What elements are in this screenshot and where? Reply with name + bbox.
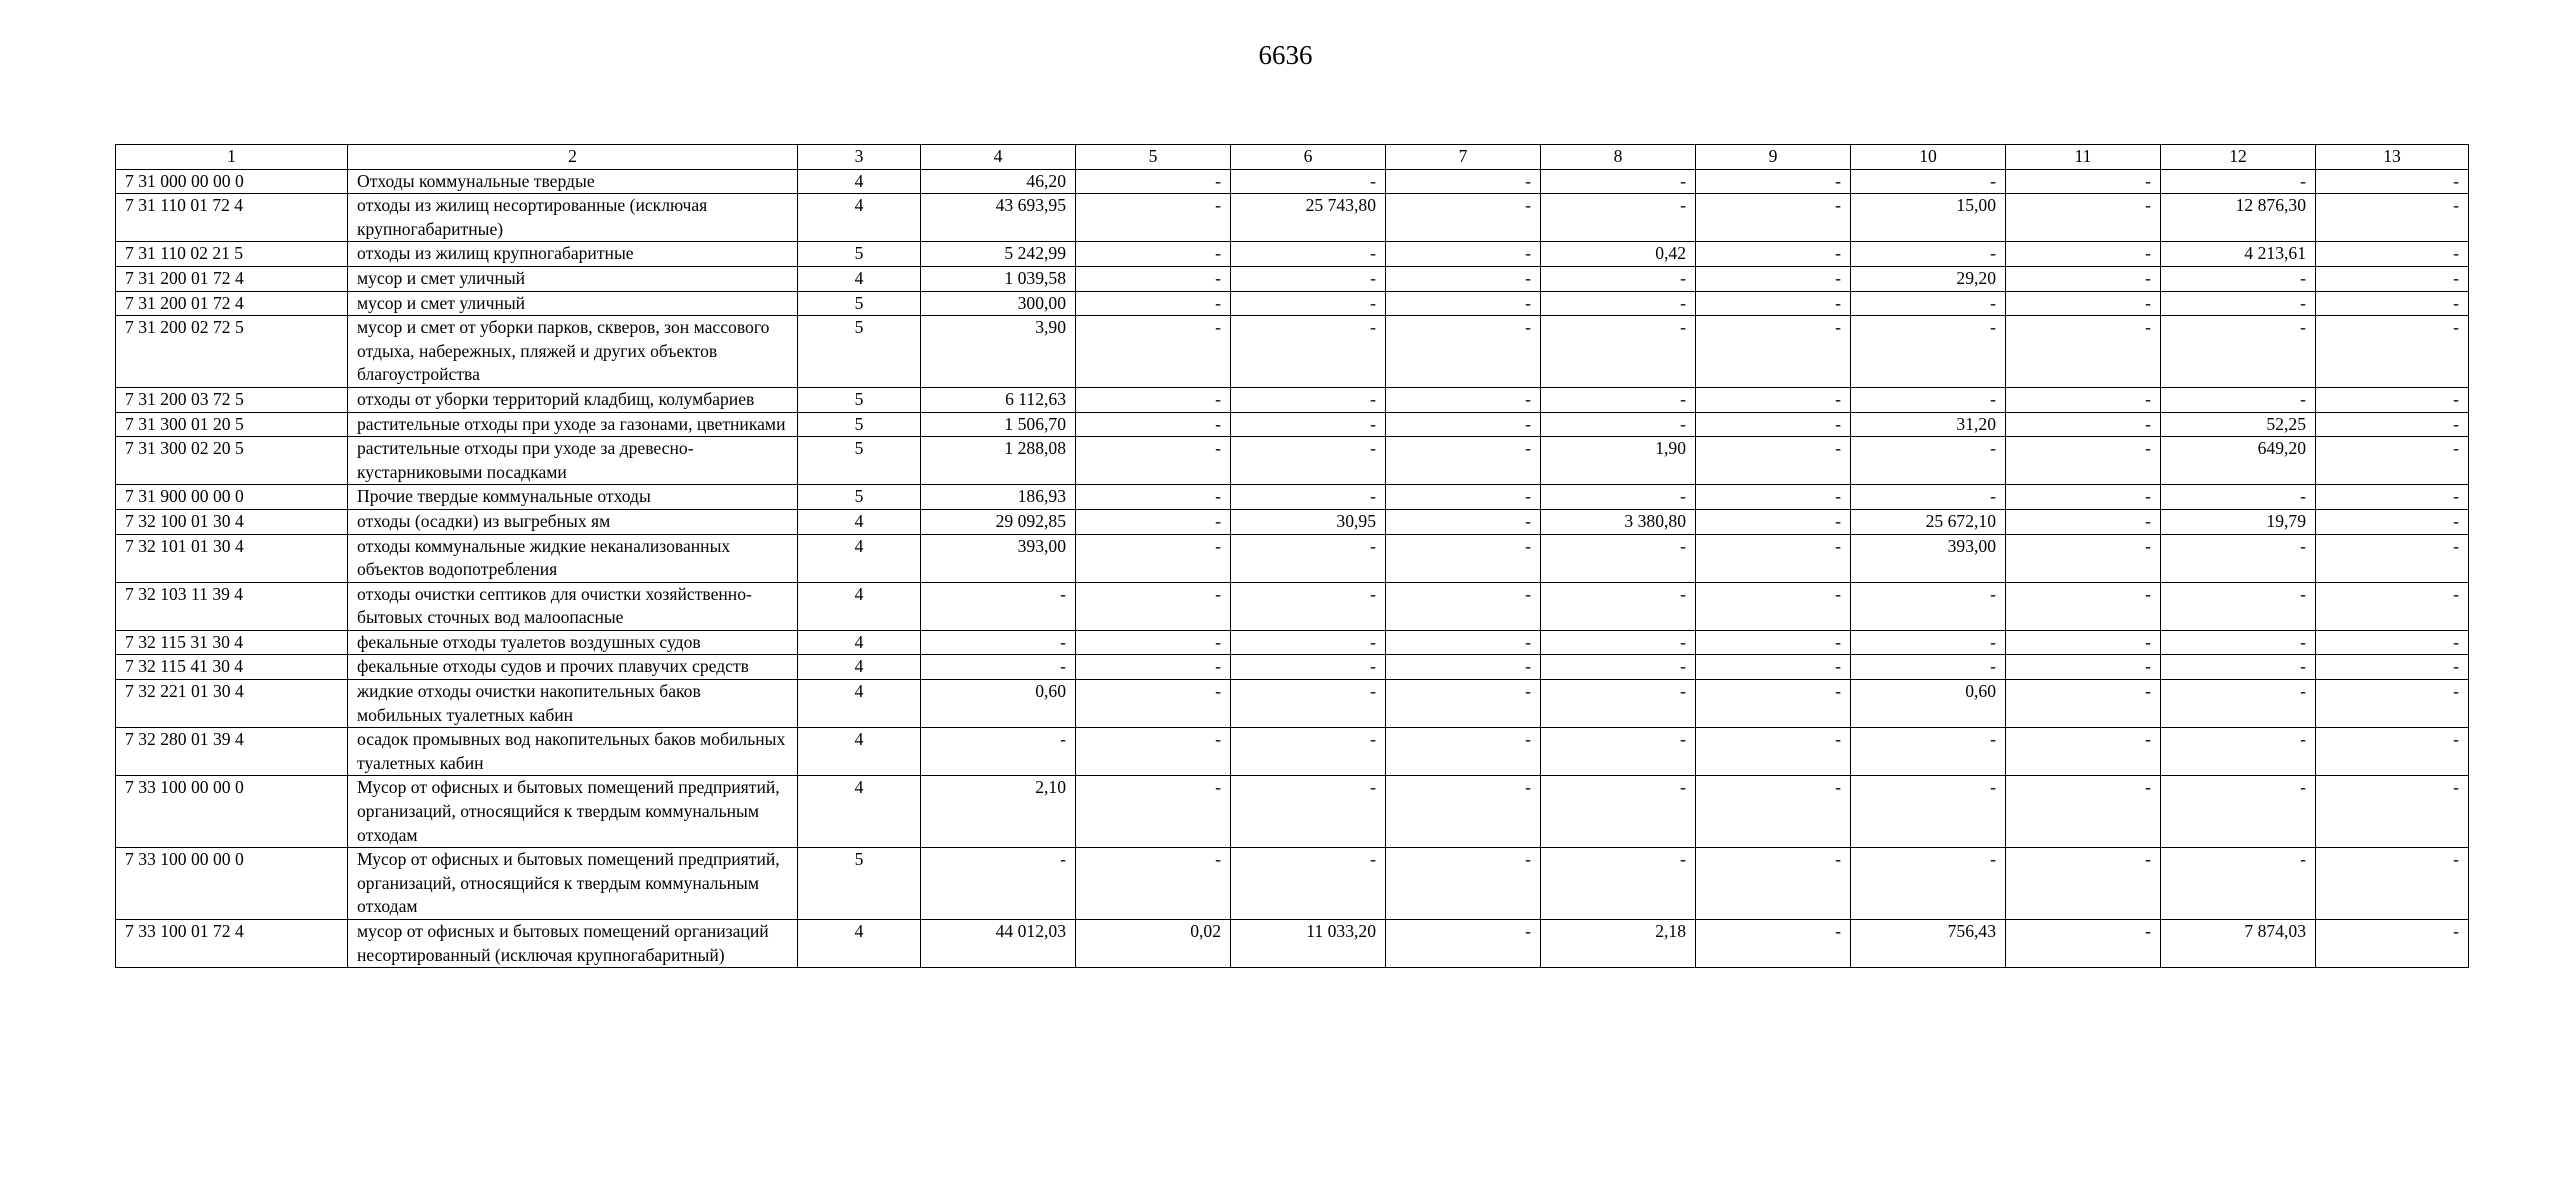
value-cell: - — [1386, 169, 1541, 194]
value-cell: - — [1386, 848, 1541, 920]
value-cell: 43 693,95 — [921, 194, 1076, 242]
value-cell: - — [1541, 485, 1696, 510]
value-cell: - — [1076, 412, 1231, 437]
value-cell: - — [2316, 316, 2469, 388]
value-cell: - — [1696, 680, 1851, 728]
value-cell: - — [2316, 728, 2469, 776]
table-row — [116, 680, 2469, 728]
waste-code-cell: 7 32 115 41 30 4 — [116, 655, 348, 680]
value-cell: - — [1696, 920, 1851, 968]
value-cell: - — [2316, 437, 2469, 485]
waste-name-cell: фекальные отходы судов и прочих плавучих средств — [348, 655, 798, 680]
value-cell: 300,00 — [921, 291, 1076, 316]
value-cell: - — [2316, 655, 2469, 680]
value-cell: - — [2006, 848, 2161, 920]
value-cell: 0,02 — [1076, 920, 1231, 968]
value-cell: - — [2161, 582, 2316, 630]
table-row — [116, 776, 2469, 848]
hazard-class-cell: 4 — [798, 169, 921, 194]
value-cell: - — [1541, 534, 1696, 582]
table-row — [116, 169, 2469, 194]
value-cell: - — [2006, 412, 2161, 437]
value-cell: - — [1696, 485, 1851, 510]
waste-name-cell: отходы из жилищ несортированные (исключая крупногабаритные) — [348, 194, 798, 242]
value-cell: - — [1696, 316, 1851, 388]
value-cell: 15,00 — [1851, 194, 2006, 242]
value-cell: 3,90 — [921, 316, 1076, 388]
waste-name-cell: отходы из жилищ крупногабаритные — [348, 242, 798, 267]
value-cell: - — [2161, 316, 2316, 388]
value-cell: - — [1231, 848, 1386, 920]
column-header: 8 — [1541, 145, 1696, 170]
hazard-class-cell: 5 — [798, 291, 921, 316]
value-cell: - — [921, 728, 1076, 776]
value-cell: 12 876,30 — [2161, 194, 2316, 242]
waste-code-cell: 7 32 101 01 30 4 — [116, 534, 348, 582]
hazard-class-cell: 5 — [798, 848, 921, 920]
value-cell: - — [1076, 848, 1231, 920]
value-cell: 393,00 — [1851, 534, 2006, 582]
value-cell: - — [1696, 266, 1851, 291]
column-header: 9 — [1696, 145, 1851, 170]
value-cell: - — [1386, 920, 1541, 968]
value-cell: - — [1076, 291, 1231, 316]
value-cell: - — [1386, 412, 1541, 437]
value-cell: - — [1231, 776, 1386, 848]
value-cell: - — [2316, 387, 2469, 412]
value-cell: 756,43 — [1851, 920, 2006, 968]
value-cell: - — [1076, 242, 1231, 267]
table-row — [116, 630, 2469, 655]
hazard-class-cell: 5 — [798, 412, 921, 437]
value-cell: - — [1541, 316, 1696, 388]
value-cell: 30,95 — [1231, 509, 1386, 534]
value-cell: - — [1231, 655, 1386, 680]
hazard-class-cell: 5 — [798, 437, 921, 485]
value-cell: - — [2006, 266, 2161, 291]
column-header: 10 — [1851, 145, 2006, 170]
value-cell: - — [2316, 242, 2469, 267]
value-cell: - — [2006, 242, 2161, 267]
value-cell: - — [1231, 630, 1386, 655]
value-cell: - — [2316, 412, 2469, 437]
value-cell: - — [2006, 169, 2161, 194]
value-cell: - — [2161, 728, 2316, 776]
table-row — [116, 582, 2469, 630]
column-header: 6 — [1231, 145, 1386, 170]
value-cell: - — [1386, 582, 1541, 630]
value-cell: - — [1231, 316, 1386, 388]
table-row — [116, 485, 2469, 510]
waste-code-cell: 7 32 100 01 30 4 — [116, 509, 348, 534]
value-cell: - — [1696, 194, 1851, 242]
waste-name-cell: отходы (осадки) из выгребных ям — [348, 509, 798, 534]
value-cell: - — [1696, 169, 1851, 194]
hazard-class-cell: 4 — [798, 655, 921, 680]
waste-code-cell: 7 31 900 00 00 0 — [116, 485, 348, 510]
value-cell: - — [1696, 387, 1851, 412]
column-header: 11 — [2006, 145, 2161, 170]
value-cell: 3 380,80 — [1541, 509, 1696, 534]
value-cell: - — [2161, 848, 2316, 920]
hazard-class-cell: 4 — [798, 920, 921, 968]
table-row — [116, 655, 2469, 680]
value-cell: - — [2006, 630, 2161, 655]
waste-code-cell: 7 31 110 02 21 5 — [116, 242, 348, 267]
waste-name-cell: Мусор от офисных и бытовых помещений предприятий, организаций, относящийся к твердым коммунальным отходам — [348, 776, 798, 848]
waste-code-cell: 7 31 200 03 72 5 — [116, 387, 348, 412]
value-cell: - — [921, 655, 1076, 680]
value-cell: - — [1231, 582, 1386, 630]
waste-name-cell: мусор и смет уличный — [348, 266, 798, 291]
value-cell: 5 242,99 — [921, 242, 1076, 267]
value-cell: 1 039,58 — [921, 266, 1076, 291]
value-cell: - — [1851, 848, 2006, 920]
waste-code-cell: 7 32 103 11 39 4 — [116, 582, 348, 630]
waste-code-cell: 7 32 221 01 30 4 — [116, 680, 348, 728]
value-cell: - — [1541, 169, 1696, 194]
value-cell: 11 033,20 — [1231, 920, 1386, 968]
value-cell: 0,42 — [1541, 242, 1696, 267]
value-cell: - — [1851, 387, 2006, 412]
value-cell: - — [1541, 194, 1696, 242]
value-cell: - — [921, 848, 1076, 920]
value-cell: 31,20 — [1851, 412, 2006, 437]
value-cell: - — [2316, 485, 2469, 510]
value-cell: - — [1076, 534, 1231, 582]
column-header: 2 — [348, 145, 798, 170]
waste-data-table — [115, 144, 2469, 968]
value-cell: - — [1541, 630, 1696, 655]
hazard-class-cell: 4 — [798, 680, 921, 728]
value-cell: - — [1076, 776, 1231, 848]
value-cell: - — [2161, 266, 2316, 291]
value-cell: - — [1541, 387, 1696, 412]
waste-name-cell: Отходы коммунальные твердые — [348, 169, 798, 194]
value-cell: - — [1696, 291, 1851, 316]
value-cell: - — [2161, 169, 2316, 194]
value-cell: - — [1541, 848, 1696, 920]
value-cell: - — [1231, 437, 1386, 485]
value-cell: 4 213,61 — [2161, 242, 2316, 267]
value-cell: - — [1076, 655, 1231, 680]
value-cell: - — [1541, 291, 1696, 316]
column-header: 5 — [1076, 145, 1231, 170]
value-cell: 1 288,08 — [921, 437, 1076, 485]
value-cell: - — [1386, 485, 1541, 510]
value-cell: 6 112,63 — [921, 387, 1076, 412]
column-header: 4 — [921, 145, 1076, 170]
value-cell: - — [1696, 630, 1851, 655]
value-cell: - — [1231, 534, 1386, 582]
value-cell: - — [1851, 630, 2006, 655]
value-cell: 1,90 — [1541, 437, 1696, 485]
value-cell: - — [1696, 242, 1851, 267]
hazard-class-cell: 4 — [798, 582, 921, 630]
table-row — [116, 266, 2469, 291]
value-cell: - — [1386, 534, 1541, 582]
value-cell: 2,10 — [921, 776, 1076, 848]
value-cell: - — [1076, 316, 1231, 388]
hazard-class-cell: 4 — [798, 534, 921, 582]
value-cell: - — [1231, 291, 1386, 316]
value-cell: - — [1231, 387, 1386, 412]
value-cell: - — [2316, 920, 2469, 968]
value-cell: - — [2161, 387, 2316, 412]
value-cell: - — [2006, 920, 2161, 968]
value-cell: - — [1386, 316, 1541, 388]
value-cell: 29 092,85 — [921, 509, 1076, 534]
value-cell: - — [2316, 291, 2469, 316]
value-cell: - — [2006, 291, 2161, 316]
value-cell: - — [1541, 680, 1696, 728]
waste-code-cell: 7 32 280 01 39 4 — [116, 728, 348, 776]
waste-name-cell: растительные отходы при уходе за газонами, цветниками — [348, 412, 798, 437]
value-cell: 0,60 — [1851, 680, 2006, 728]
waste-name-cell: мусор от офисных и бытовых помещений организаций несортированный (исключая крупногабаритный) — [348, 920, 798, 968]
value-cell: - — [1076, 437, 1231, 485]
value-cell: - — [2161, 776, 2316, 848]
value-cell: 25 743,80 — [1231, 194, 1386, 242]
value-cell: - — [2161, 291, 2316, 316]
table-row — [116, 412, 2469, 437]
waste-name-cell: осадок промывных вод накопительных баков мобильных туалетных кабин — [348, 728, 798, 776]
value-cell: - — [2006, 728, 2161, 776]
hazard-class-cell: 4 — [798, 728, 921, 776]
value-cell: - — [2006, 316, 2161, 388]
column-header: 1 — [116, 145, 348, 170]
value-cell: - — [1231, 242, 1386, 267]
waste-name-cell: отходы очистки септиков для очистки хозяйственно-бытовых сточных вод малоопасные — [348, 582, 798, 630]
value-cell: - — [2006, 194, 2161, 242]
value-cell: - — [2316, 848, 2469, 920]
value-cell: 2,18 — [1541, 920, 1696, 968]
value-cell: - — [921, 582, 1076, 630]
value-cell: - — [1076, 630, 1231, 655]
value-cell: - — [2316, 582, 2469, 630]
table-row — [116, 509, 2469, 534]
value-cell: - — [1231, 169, 1386, 194]
value-cell: - — [2006, 582, 2161, 630]
value-cell: - — [1541, 728, 1696, 776]
value-cell: - — [1851, 291, 2006, 316]
value-cell: - — [2006, 776, 2161, 848]
value-cell: - — [2006, 655, 2161, 680]
value-cell: - — [2006, 680, 2161, 728]
hazard-class-cell: 4 — [798, 194, 921, 242]
value-cell: 19,79 — [2161, 509, 2316, 534]
table-body — [116, 169, 2469, 968]
waste-name-cell: растительные отходы при уходе за древесно-кустарниковыми посадками — [348, 437, 798, 485]
value-cell: - — [1231, 412, 1386, 437]
value-cell: - — [1851, 437, 2006, 485]
value-cell: - — [1386, 776, 1541, 848]
value-cell: - — [1696, 848, 1851, 920]
waste-name-cell: мусор и смет уличный — [348, 291, 798, 316]
value-cell: - — [1851, 242, 2006, 267]
value-cell: - — [1696, 655, 1851, 680]
value-cell: 25 672,10 — [1851, 509, 2006, 534]
value-cell: 44 012,03 — [921, 920, 1076, 968]
value-cell: - — [1541, 776, 1696, 848]
waste-code-cell: 7 31 300 01 20 5 — [116, 412, 348, 437]
value-cell: - — [1386, 680, 1541, 728]
value-cell: - — [1851, 316, 2006, 388]
waste-name-cell: фекальные отходы туалетов воздушных судов — [348, 630, 798, 655]
waste-code-cell: 7 31 200 01 72 4 — [116, 266, 348, 291]
value-cell: - — [2316, 534, 2469, 582]
table-row — [116, 194, 2469, 242]
hazard-class-cell: 4 — [798, 266, 921, 291]
value-cell: 7 874,03 — [2161, 920, 2316, 968]
waste-code-cell: 7 31 300 02 20 5 — [116, 437, 348, 485]
waste-name-cell: Прочие твердые коммунальные отходы — [348, 485, 798, 510]
hazard-class-cell: 4 — [798, 509, 921, 534]
value-cell: - — [1076, 194, 1231, 242]
value-cell: - — [2006, 437, 2161, 485]
value-cell: 46,20 — [921, 169, 1076, 194]
value-cell: - — [1696, 534, 1851, 582]
table-row — [116, 316, 2469, 388]
value-cell: - — [2316, 776, 2469, 848]
column-header: 13 — [2316, 145, 2469, 170]
value-cell: - — [2006, 387, 2161, 412]
value-cell: - — [2316, 509, 2469, 534]
value-cell: - — [1076, 387, 1231, 412]
waste-code-cell: 7 33 100 00 00 0 — [116, 776, 348, 848]
column-header: 12 — [2161, 145, 2316, 170]
value-cell: - — [1076, 509, 1231, 534]
waste-code-cell: 7 31 200 01 72 4 — [116, 291, 348, 316]
waste-name-cell: жидкие отходы очистки накопительных баков мобильных туалетных кабин — [348, 680, 798, 728]
value-cell: 649,20 — [2161, 437, 2316, 485]
value-cell: 0,60 — [921, 680, 1076, 728]
waste-code-cell: 7 33 100 00 00 0 — [116, 848, 348, 920]
value-cell: - — [1851, 776, 2006, 848]
value-cell: - — [1076, 266, 1231, 291]
value-cell: - — [1541, 266, 1696, 291]
value-cell: - — [2161, 630, 2316, 655]
waste-code-cell: 7 31 200 02 72 5 — [116, 316, 348, 388]
value-cell: 52,25 — [2161, 412, 2316, 437]
table-row — [116, 728, 2469, 776]
value-cell: - — [2316, 169, 2469, 194]
waste-name-cell: Мусор от офисных и бытовых помещений предприятий, организаций, относящийся к твердым коммунальным отходам — [348, 848, 798, 920]
value-cell: - — [1076, 680, 1231, 728]
value-cell: - — [1696, 412, 1851, 437]
page-number: 6636 — [1258, 40, 1313, 70]
value-cell: - — [1541, 582, 1696, 630]
hazard-class-cell: 4 — [798, 630, 921, 655]
waste-code-cell: 7 31 110 01 72 4 — [116, 194, 348, 242]
value-cell: - — [2161, 485, 2316, 510]
value-cell: - — [2316, 266, 2469, 291]
value-cell: - — [1386, 728, 1541, 776]
value-cell: 29,20 — [1851, 266, 2006, 291]
value-cell: - — [2006, 534, 2161, 582]
column-header: 7 — [1386, 145, 1541, 170]
table-row — [116, 848, 2469, 920]
value-cell: 393,00 — [921, 534, 1076, 582]
value-cell: - — [2316, 194, 2469, 242]
waste-name-cell: отходы коммунальные жидкие неканализованных объектов водопотребления — [348, 534, 798, 582]
value-cell: - — [1386, 437, 1541, 485]
value-cell: - — [1696, 582, 1851, 630]
table-row — [116, 387, 2469, 412]
value-cell: - — [1231, 728, 1386, 776]
value-cell: - — [2316, 680, 2469, 728]
waste-code-cell: 7 33 100 01 72 4 — [116, 920, 348, 968]
waste-code-cell: 7 32 115 31 30 4 — [116, 630, 348, 655]
value-cell: - — [1386, 387, 1541, 412]
waste-name-cell: отходы от уборки территорий кладбищ, колумбариев — [348, 387, 798, 412]
value-cell: - — [2161, 680, 2316, 728]
value-cell: - — [1076, 169, 1231, 194]
table-row — [116, 920, 2469, 968]
value-cell: - — [2006, 485, 2161, 510]
waste-code-cell: 7 31 000 00 00 0 — [116, 169, 348, 194]
value-cell: - — [1076, 485, 1231, 510]
table-row — [116, 242, 2469, 267]
value-cell: - — [1696, 437, 1851, 485]
value-cell: - — [1386, 194, 1541, 242]
value-cell: - — [1076, 728, 1231, 776]
table-row — [116, 437, 2469, 485]
value-cell: - — [2161, 655, 2316, 680]
value-cell: - — [1696, 776, 1851, 848]
value-cell: - — [1851, 582, 2006, 630]
value-cell: - — [1851, 728, 2006, 776]
value-cell: - — [1386, 655, 1541, 680]
value-cell: - — [1386, 291, 1541, 316]
value-cell: - — [1541, 412, 1696, 437]
value-cell: - — [921, 630, 1076, 655]
value-cell: - — [1386, 630, 1541, 655]
value-cell: - — [1851, 485, 2006, 510]
value-cell: - — [2006, 509, 2161, 534]
table-row — [116, 291, 2469, 316]
value-cell: - — [1851, 169, 2006, 194]
hazard-class-cell: 5 — [798, 485, 921, 510]
hazard-class-cell: 5 — [798, 242, 921, 267]
value-cell: - — [2316, 630, 2469, 655]
column-header: 3 — [798, 145, 921, 170]
hazard-class-cell: 5 — [798, 316, 921, 388]
value-cell: 186,93 — [921, 485, 1076, 510]
table-row — [116, 534, 2469, 582]
value-cell: - — [1231, 485, 1386, 510]
value-cell: - — [1386, 266, 1541, 291]
hazard-class-cell: 4 — [798, 776, 921, 848]
value-cell: - — [1076, 582, 1231, 630]
value-cell: - — [1696, 728, 1851, 776]
value-cell: - — [1386, 242, 1541, 267]
value-cell: - — [2161, 534, 2316, 582]
value-cell: - — [1851, 655, 2006, 680]
value-cell: - — [1696, 509, 1851, 534]
waste-name-cell: мусор и смет от уборки парков, скверов, зон массового отдыха, набережных, пляжей и других объектов благоустройства — [348, 316, 798, 388]
value-cell: - — [1231, 266, 1386, 291]
hazard-class-cell: 5 — [798, 387, 921, 412]
header-row — [116, 145, 2469, 170]
value-cell: - — [1231, 680, 1386, 728]
value-cell: - — [1541, 655, 1696, 680]
value-cell: - — [1386, 509, 1541, 534]
value-cell: 1 506,70 — [921, 412, 1076, 437]
